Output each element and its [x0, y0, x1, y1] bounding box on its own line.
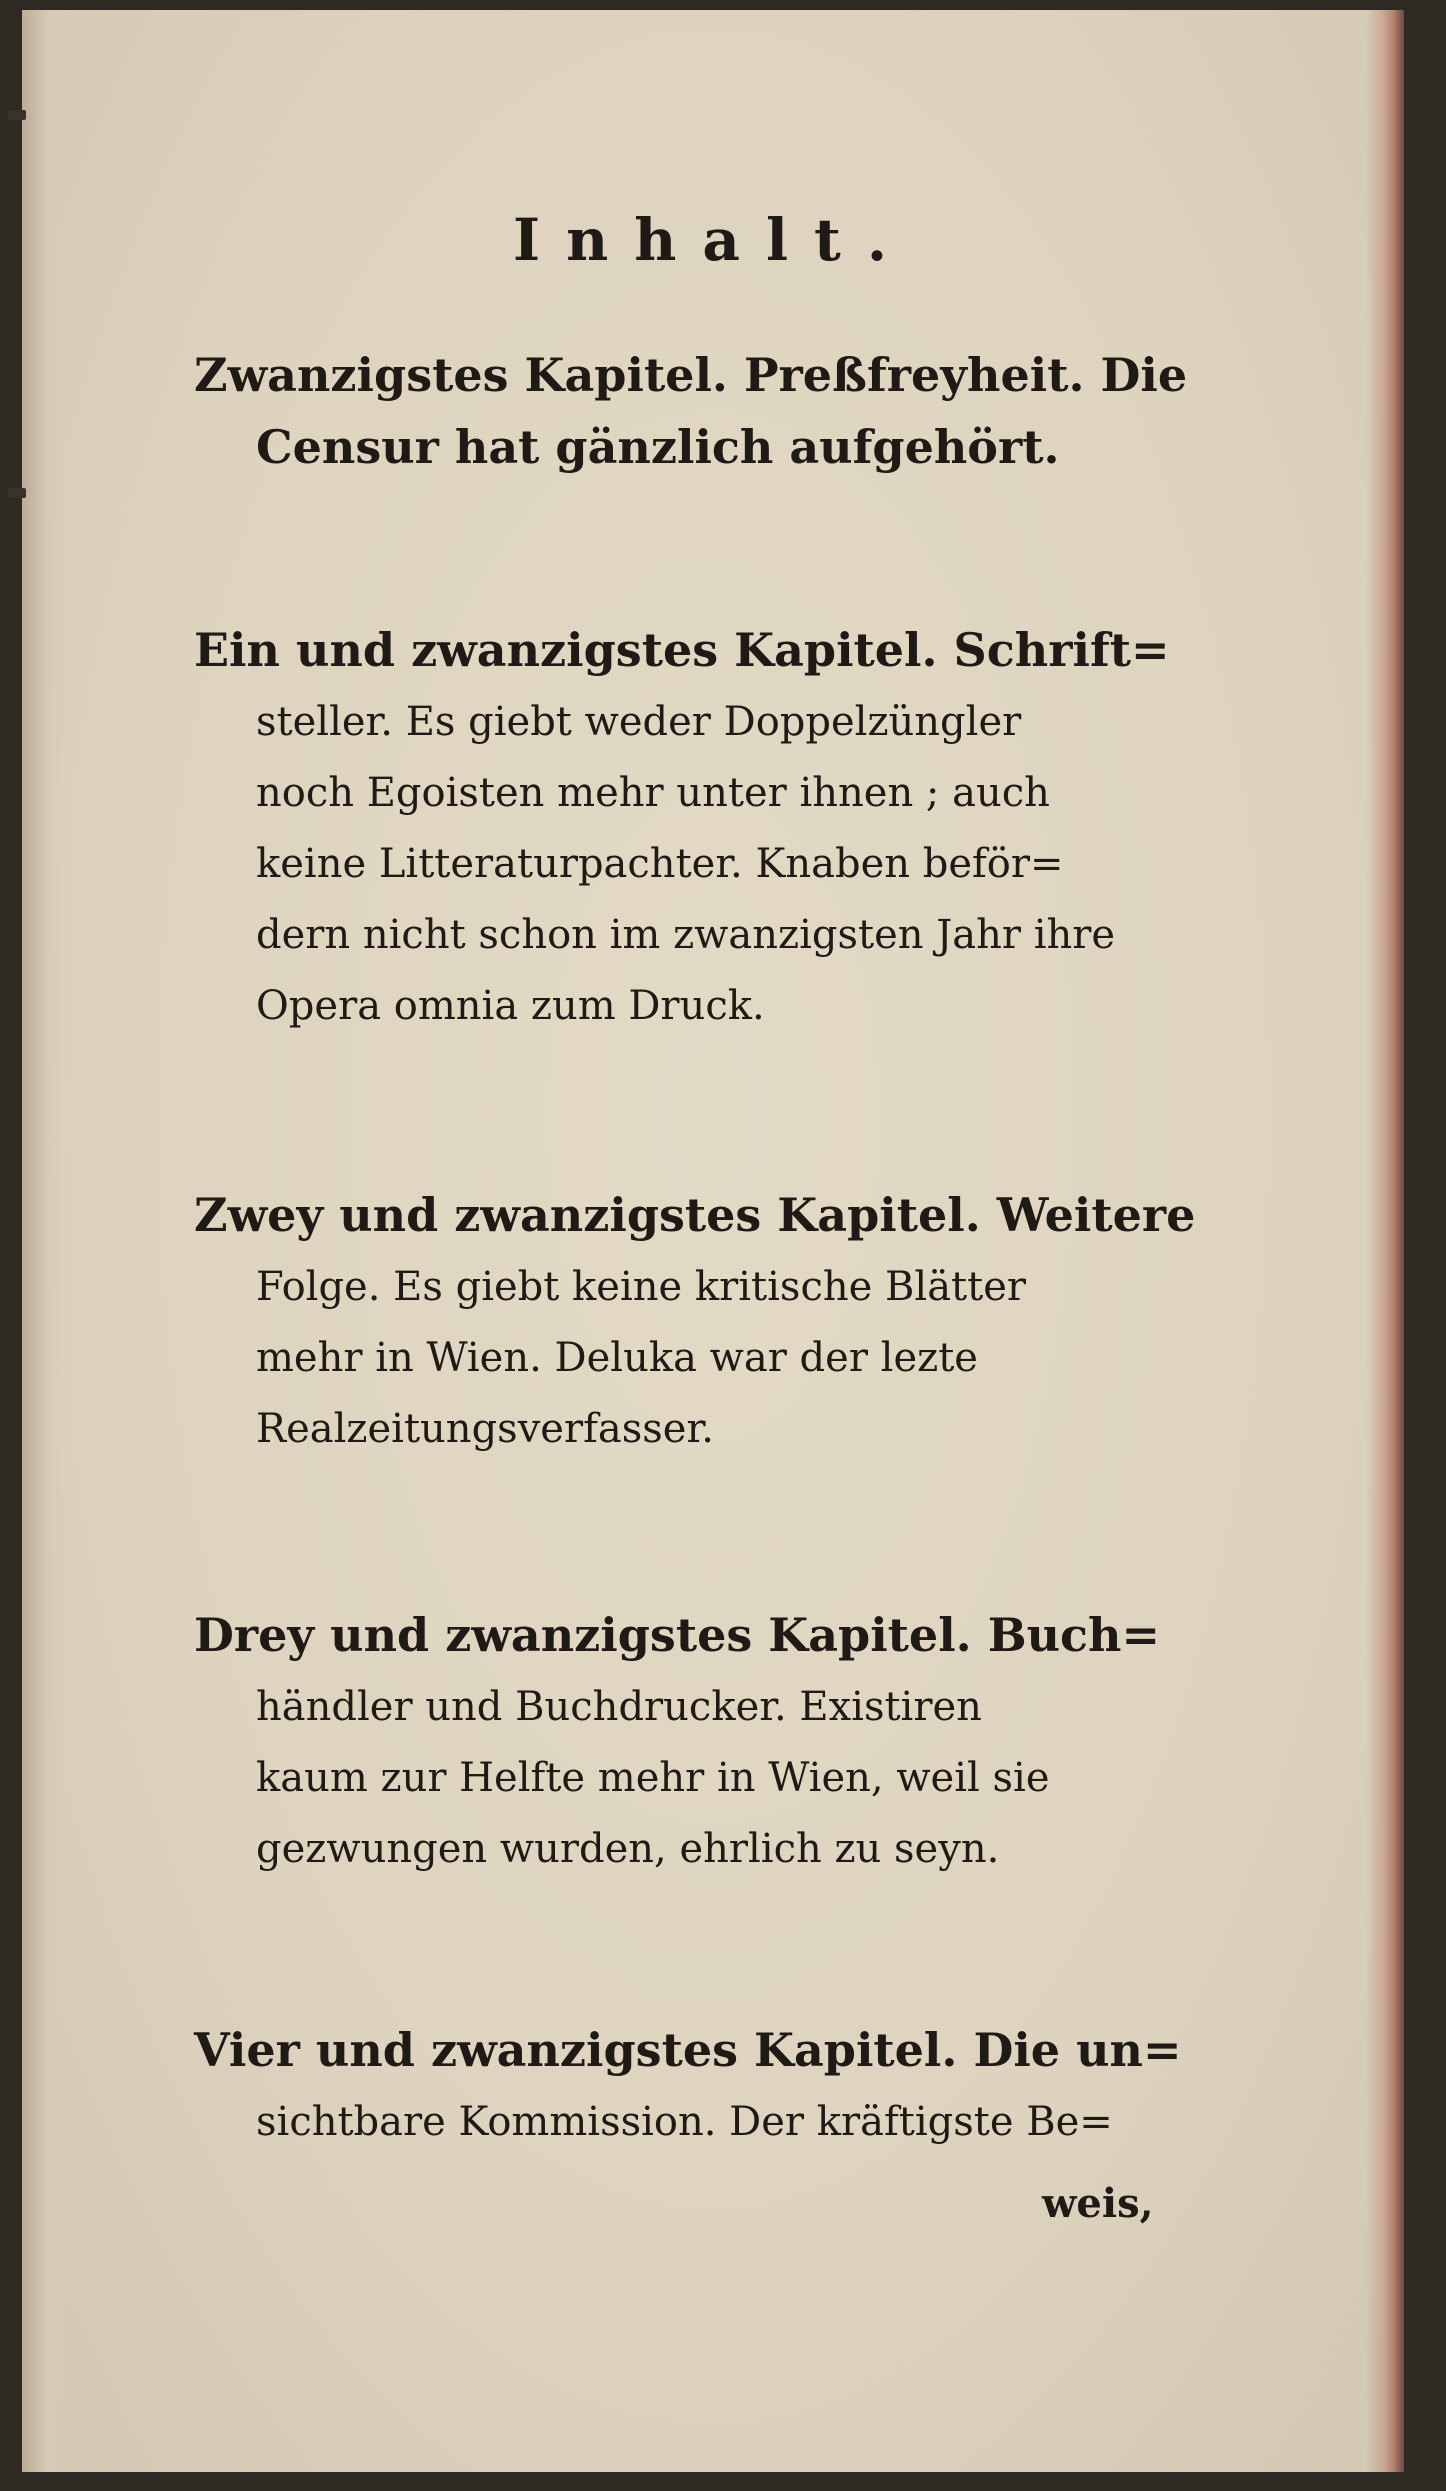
- catchword: weis,: [1042, 2180, 1154, 2227]
- entry-line: Ein und zwanzigstes Kapitel. Schrift=: [194, 623, 1170, 677]
- entry-line: gezwungen wurden, ehrlich zu seyn.: [256, 1826, 1000, 1872]
- entry-line: Folge. Es giebt keine kritische Blätter: [256, 1264, 1026, 1310]
- toc-entry-23: [194, 1600, 1254, 1885]
- page-content: [22, 10, 1404, 2472]
- entry-line: Zwey und zwanzigstes Kapitel. Weitere: [194, 1188, 1196, 1242]
- entry-line: Censur hat gänzlich aufgehört.: [256, 420, 1060, 474]
- entry-line: dern nicht schon im zwanzigsten Jahr ihre: [256, 912, 1116, 958]
- entry-line: sichtbare Kommission. Der kräftigste Be=: [256, 2099, 1113, 2145]
- entry-line: händler und Buchdrucker. Existiren: [256, 1684, 982, 1730]
- entry-line: Vier und zwanzigstes Kapitel. Die un=: [194, 2023, 1182, 2077]
- entry-line: Drey und zwanzigstes Kapitel. Buch=: [194, 1608, 1161, 1662]
- toc-entry-22: [194, 1180, 1254, 1465]
- entry-line: mehr in Wien. Deluka war der lezte: [256, 1335, 978, 1381]
- book-page: [22, 10, 1404, 2472]
- entry-line: kaum zur Helfte mehr in Wien, weil sie: [256, 1755, 1050, 1801]
- entry-line: Realzeitungsverfasser.: [256, 1406, 714, 1452]
- entry-line: Zwanzigstes Kapitel. Preßfreyheit. Die: [194, 348, 1188, 402]
- page-title: Inhalt.: [512, 206, 914, 274]
- entry-line: steller. Es giebt weder Doppelzüngler: [256, 699, 1022, 745]
- entry-line: noch Egoisten mehr unter ihnen ; auch: [256, 770, 1050, 816]
- entry-line: keine Litteraturpachter. Knaben beför=: [256, 841, 1064, 887]
- toc-entry-20: [194, 340, 1254, 483]
- entry-line: Opera omnia zum Druck.: [256, 983, 765, 1029]
- toc-entry-24: [194, 2015, 1254, 2158]
- toc-entry-21: [194, 615, 1254, 1042]
